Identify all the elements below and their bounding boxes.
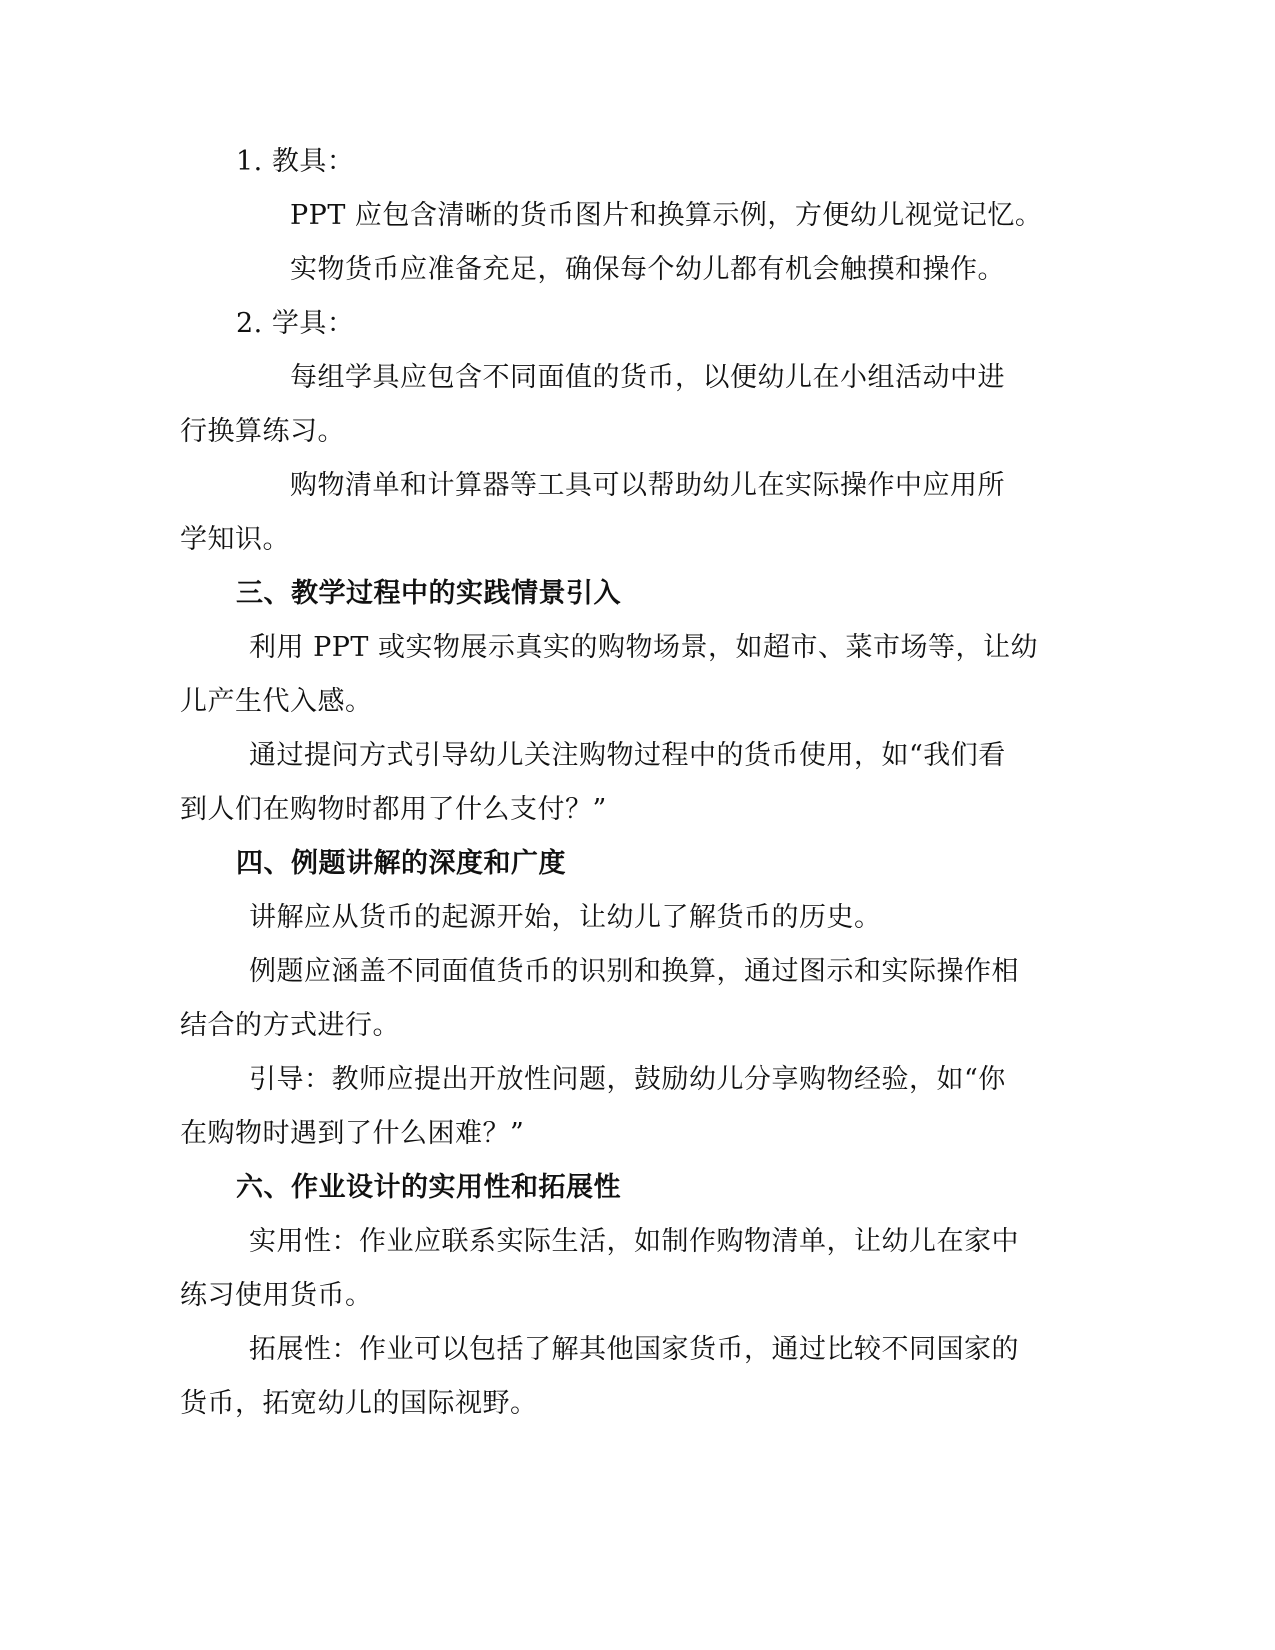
item-2-paragraph-1-line-2: 行换算练习。	[180, 416, 345, 447]
section-6-paragraph-1-line-1: 实用性：作业应联系实际生活，如制作购物清单，让幼儿在家中	[249, 1226, 1019, 1257]
section-4-paragraph-3-line-1: 引导：教师应提出开放性问题，鼓励幼儿分享购物经验，如“你	[249, 1064, 1006, 1095]
item-2-label: 2. 学具：	[236, 308, 355, 339]
item-1-label: 1. 教具：	[236, 146, 355, 177]
item-1-paragraph-2: 实物货币应准备充足，确保每个幼儿都有机会触摸和操作。	[290, 254, 1005, 285]
item-1-paragraph-1: PPT 应包含清晰的货币图片和换算示例，方便幼儿视觉记忆。	[290, 200, 1043, 231]
section-6-paragraph-1-line-2: 练习使用货币。	[180, 1280, 373, 1311]
item-2-paragraph-1-line-1: 每组学具应包含不同面值的货币，以便幼儿在小组活动中进	[290, 362, 1005, 393]
section-3-paragraph-1-line-1: 利用 PPT 或实物展示真实的购物场景，如超市、菜市场等，让幼	[249, 632, 1039, 663]
section-4-paragraph-2-line-2: 结合的方式进行。	[180, 1010, 400, 1041]
section-3-paragraph-1-line-2: 儿产生代入感。	[180, 686, 373, 717]
section-4-paragraph-1: 讲解应从货币的起源开始，让幼儿了解货币的历史。	[249, 902, 882, 933]
section-6-heading: 六、作业设计的实用性和拓展性	[236, 1172, 621, 1203]
item-2-paragraph-2-line-2: 学知识。	[180, 524, 290, 555]
section-4-paragraph-3-line-2: 在购物时遇到了什么困难？”	[180, 1118, 525, 1149]
section-3-paragraph-2-line-1: 通过提问方式引导幼儿关注购物过程中的货币使用，如“我们看	[249, 740, 1006, 771]
item-2-paragraph-2-line-1: 购物清单和计算器等工具可以帮助幼儿在实际操作中应用所	[290, 470, 1005, 501]
section-6-paragraph-2-line-1: 拓展性：作业可以包括了解其他国家货币，通过比较不同国家的	[249, 1334, 1019, 1365]
section-6-paragraph-2-line-2: 货币，拓宽幼儿的国际视野。	[180, 1388, 538, 1419]
section-3-heading: 三、教学过程中的实践情景引入	[236, 578, 621, 609]
section-4-heading: 四、例题讲解的深度和广度	[236, 848, 566, 879]
section-3-paragraph-2-line-2: 到人们在购物时都用了什么支付？”	[180, 794, 607, 825]
section-4-paragraph-2-line-1: 例题应涵盖不同面值货币的识别和换算，通过图示和实际操作相	[249, 956, 1019, 987]
